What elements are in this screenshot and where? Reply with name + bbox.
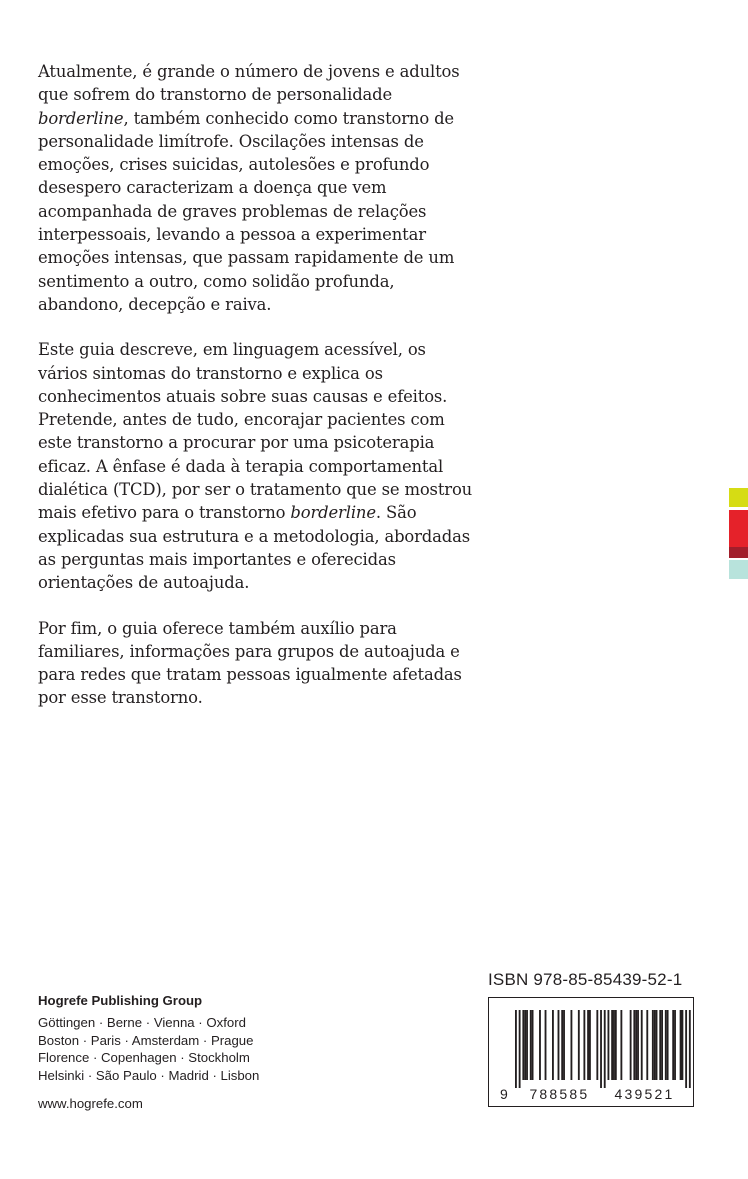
publisher-cities-line-3: Florence · Copenhagen · Stockholm [38, 1050, 250, 1066]
barcode-digit-lead: 9 [500, 1086, 510, 1102]
isbn-barcode [488, 997, 694, 1107]
barcode-bar [563, 1010, 565, 1080]
barcode-bar [674, 1010, 676, 1080]
italic-term: borderline [38, 108, 124, 128]
barcode-bar [608, 1010, 610, 1080]
publisher-cities-line-4: Helsinki · São Paulo · Madrid · Lisbon [38, 1067, 260, 1083]
barcode-bar [587, 1010, 589, 1080]
publisher-website: www.hogrefe.com [38, 1096, 143, 1112]
barcode-digits-right: 439521 [614, 1086, 675, 1102]
barcode-bar [641, 1010, 643, 1080]
barcode-bar [620, 1010, 622, 1080]
barcode-bar [685, 1010, 687, 1088]
barcode-bar [680, 1010, 682, 1080]
barcode-bar [635, 1010, 637, 1080]
barcode-bar [672, 1010, 674, 1080]
barcode-bar [558, 1010, 560, 1080]
barcode-bar [656, 1010, 658, 1080]
publisher-cities-line-1: Göttingen · Berne · Vienna · Oxford [38, 1015, 246, 1030]
barcode-bar [659, 1010, 661, 1080]
barcode-bar [552, 1010, 554, 1080]
barcode-bar [646, 1010, 648, 1080]
barcode-bar [630, 1010, 632, 1080]
barcode-bar [539, 1010, 541, 1080]
text-run: , também conhecido como transtorno de personalidade limítrofe. Oscilações intensas de emoções, crises suicidas, autolesões e profundo desespero caracterizam a doença que vem acompanhada de graves problemas de relações interpessoais, levando a pessoa a experimentar emoções intensas, que passam rapidamente de um sentimento a outro, como solidão profunda, abandono, decepção e raiva. [38, 108, 455, 314]
publisher-name: Hogrefe Publishing Group [38, 993, 203, 1008]
barcode-bar [637, 1010, 639, 1080]
text-run: Por fim, o guia oferece também auxílio para familiares, informações para grupos de autoajuda e para redes que tratam pessoas igualmente afetadas por esse transtorno. [38, 618, 462, 708]
color-tab-strip [729, 488, 748, 579]
barcode-bar [633, 1010, 635, 1080]
barcode-bar [571, 1010, 573, 1080]
barcode-bar [611, 1010, 613, 1080]
barcode-bar [604, 1010, 606, 1088]
color-tab-dark-red [729, 547, 748, 558]
italic-term: borderline [290, 503, 376, 523]
barcode-bar [578, 1010, 580, 1080]
barcode-bar [530, 1010, 532, 1080]
barcode-bar [667, 1010, 669, 1080]
barcode-bar [526, 1010, 528, 1080]
back-cover-blurb [38, 60, 478, 732]
barcode-digits-left: 788585 [529, 1086, 590, 1102]
text-run: . São explicadas sua estrutura e a metodologia, abordadas as perguntas mais importantes e oferecidas orientações de autoajuda. [38, 503, 471, 593]
blurb-paragraph-3 [38, 617, 478, 710]
color-tab-lime [729, 488, 748, 507]
barcode-bar [682, 1010, 684, 1080]
barcode-bar [524, 1010, 526, 1080]
barcode-bar [661, 1010, 663, 1080]
barcode-bar [532, 1010, 534, 1080]
text-run: Atualmente, é grande o número de jovens e adultos que sofrem do transtorno de personalidade [38, 62, 460, 105]
barcode-bar [596, 1010, 598, 1080]
barcode-bar [545, 1010, 547, 1080]
barcode-graphic [489, 998, 695, 1108]
barcode-bar [654, 1010, 656, 1080]
barcode-bar [689, 1010, 691, 1088]
color-tab-mint [729, 560, 748, 579]
barcode-bar [600, 1010, 602, 1088]
barcode-bar [665, 1010, 667, 1080]
publisher-cities-line-2: Boston · Paris · Amsterdam · Prague [38, 1032, 254, 1048]
isbn-label: ISBN 978-85-85439-52-1 [488, 970, 683, 989]
color-tab-red [729, 510, 748, 547]
barcode-bar [583, 1010, 585, 1080]
blurb-paragraph-1 [38, 60, 478, 316]
barcode-bar [613, 1010, 615, 1080]
barcode-bar [515, 1010, 517, 1088]
text-run: Este guia descreve, em linguagem acessível, os vários sintomas do transtorno e explica os conhecimentos atuais sobre suas causas e efeitos. Pretende, antes de tudo, encorajar pacientes com este transtorno a procurar por uma psicoterapia eficaz. A ênfase é dada à terapia comportamental dialética (TCD), por ser o tratamento que se mostrou mais efetivo para o transtorno [38, 340, 473, 523]
barcode-bar [652, 1010, 654, 1080]
barcode-bar [615, 1010, 617, 1080]
barcode-bar [522, 1010, 524, 1080]
blurb-paragraph-2 [38, 338, 478, 594]
barcode-bar [561, 1010, 563, 1080]
barcode-bar [519, 1010, 521, 1088]
publisher-block [38, 993, 259, 1111]
barcode-bar [589, 1010, 591, 1080]
